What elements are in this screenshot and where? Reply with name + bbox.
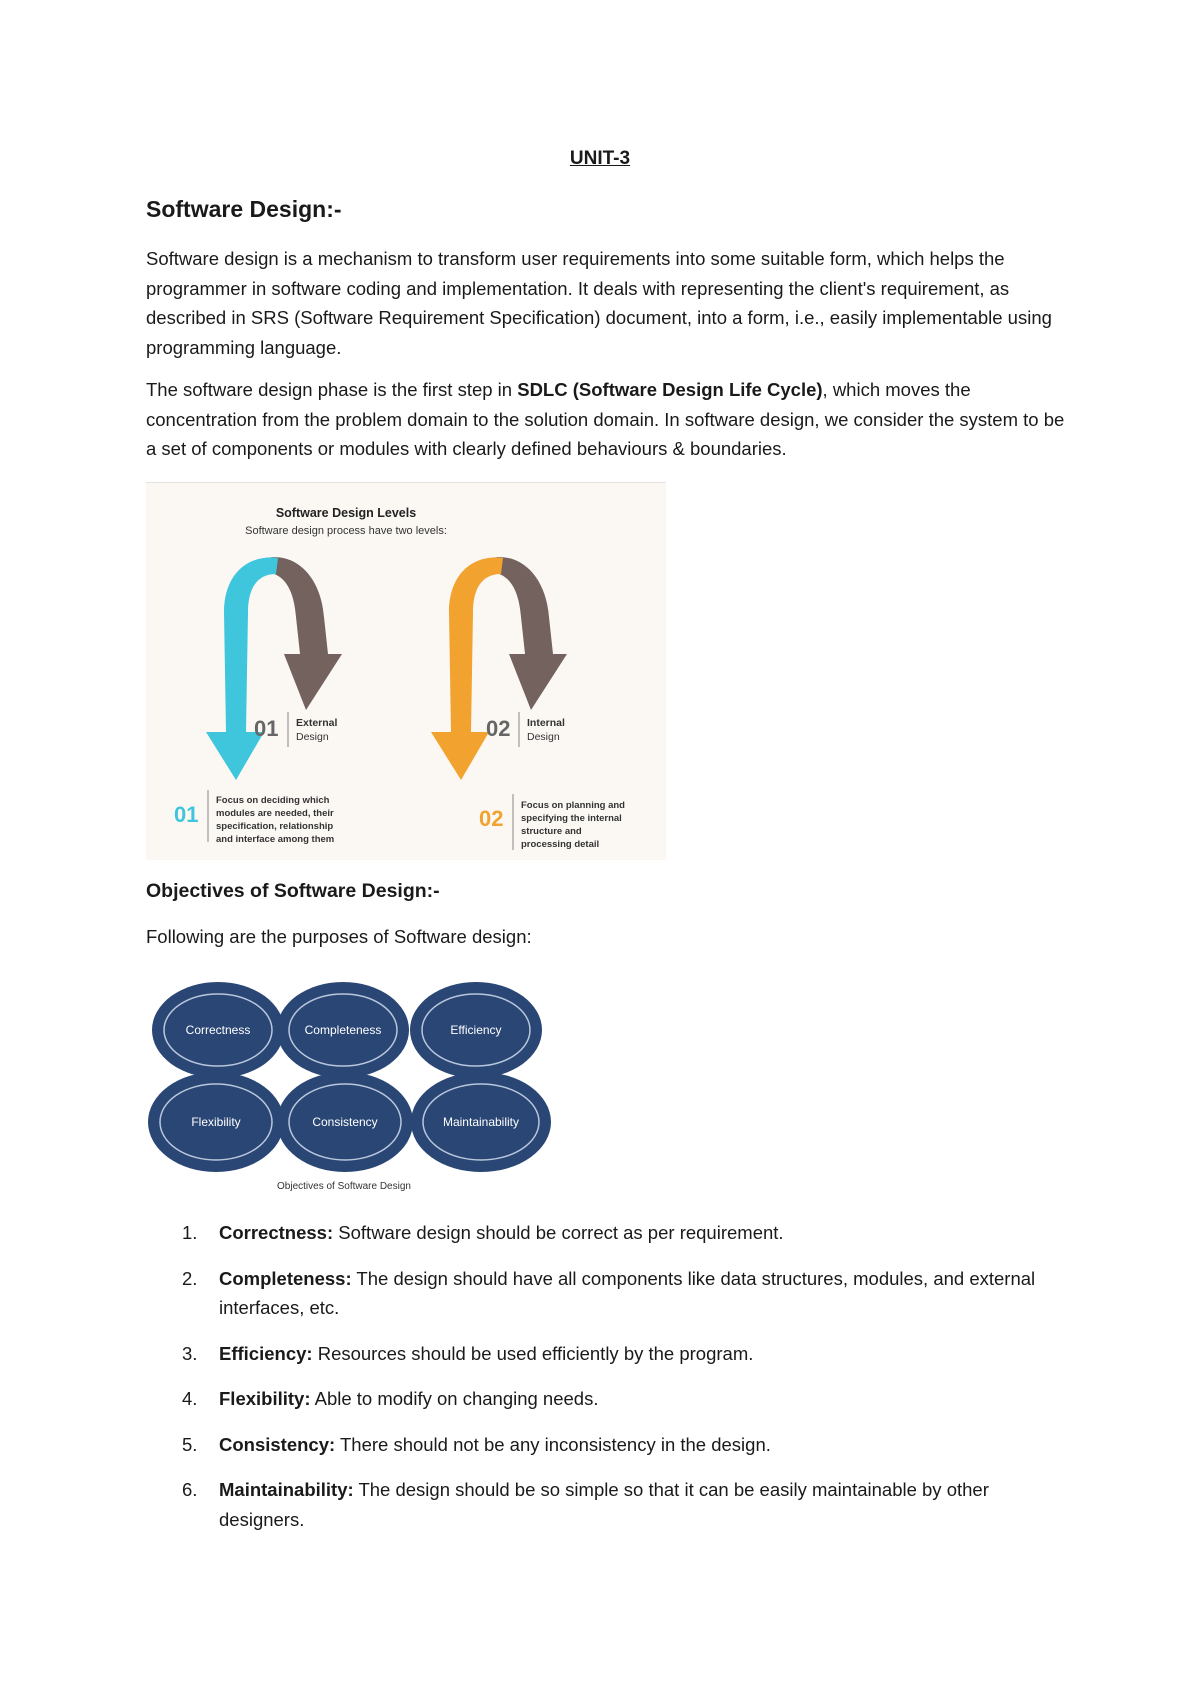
oval-label-consistency: Consistency bbox=[312, 1115, 378, 1129]
level2-desc-line-1: Focus on planning and bbox=[521, 800, 625, 811]
objective-item bbox=[146, 1384, 1066, 1414]
oval-maintainability bbox=[411, 1072, 551, 1172]
objectives-list bbox=[146, 1218, 1066, 1550]
figure-title: Software Design Levels bbox=[275, 506, 417, 520]
level1-desc-line-1: Focus on deciding which bbox=[216, 795, 330, 806]
objective-item bbox=[146, 1430, 1066, 1460]
objective-term: Maintainability: bbox=[219, 1479, 354, 1500]
unit-title: UNIT-3 bbox=[569, 148, 631, 169]
objective-text: The design should be so simple so that it can be easily maintainable by other designers. bbox=[219, 1479, 989, 1530]
oval-label-flexibility: Flexibility bbox=[191, 1115, 241, 1129]
paragraph-sdlc bbox=[146, 375, 1076, 464]
level2-desc-number: 02 bbox=[479, 806, 504, 831]
level2-desc-line-4: processing detail bbox=[521, 839, 600, 850]
external-design-brown-arrow bbox=[266, 557, 342, 710]
paragraph-definition: Software design is a mechanism to transform user requirements into some suitable form, which helps the programmer in software coding and implementation. It deals with representing the client's requirement, as described in SRS (Software Requirement Specification) document, into a form, i.e., easily implementable using programming language. bbox=[146, 248, 1052, 358]
oval-label-correctness: Correctness bbox=[185, 1023, 251, 1037]
internal-design-label-2: Design bbox=[527, 731, 560, 743]
objective-item bbox=[146, 1218, 1066, 1248]
external-design-number: 01 bbox=[254, 716, 279, 741]
oval-label-maintainability: Maintainability bbox=[442, 1115, 520, 1129]
internal-design-brown-arrow bbox=[491, 557, 567, 710]
objective-term: Flexibility: bbox=[219, 1388, 311, 1409]
level1-desc-line-4: and interface among them bbox=[216, 834, 335, 845]
objective-text: There should not be any inconsistency in the design. bbox=[335, 1433, 771, 1455]
paragraph-sdlc-text-2: , which moves the concentration from the problem domain to the solution domain. In software design, we consider the system to be a set of components or modules with clearly defined behaviours & boundaries. bbox=[146, 379, 1065, 459]
objective-number: 4. bbox=[182, 1388, 198, 1409]
objective-text: The design should have all components like data structures, modules, and external interfaces, etc. bbox=[219, 1267, 1036, 1318]
objective-text: Able to modify on changing needs. bbox=[310, 1388, 599, 1409]
oval-efficiency bbox=[410, 982, 542, 1078]
objectives-figure-caption: Objectives of Software Design bbox=[277, 1181, 411, 1192]
objective-item bbox=[146, 1264, 1066, 1323]
internal-design-label-1: Internal bbox=[527, 717, 565, 729]
level2-desc-line-3: structure and bbox=[521, 826, 582, 837]
oval-consistency bbox=[277, 1072, 413, 1172]
objective-term: Efficiency: bbox=[219, 1342, 313, 1364]
section-heading-objectives: Objectives of Software Design:- bbox=[146, 880, 440, 902]
oval-label-efficiency: Efficiency bbox=[450, 1023, 502, 1037]
objective-number: 3. bbox=[182, 1342, 198, 1364]
objective-number: 1. bbox=[182, 1222, 198, 1243]
internal-design-orange-arrow bbox=[431, 558, 503, 780]
objective-item bbox=[146, 1475, 1066, 1534]
internal-design-number: 02 bbox=[486, 716, 511, 741]
level1-desc-line-3: specification, relationship bbox=[216, 821, 334, 832]
objective-term: Completeness: bbox=[219, 1267, 352, 1289]
level1-desc-number: 01 bbox=[174, 802, 199, 827]
oval-flexibility bbox=[148, 1072, 284, 1172]
design-levels-diagram bbox=[146, 482, 666, 860]
oval-correctness bbox=[152, 982, 284, 1078]
oval-label-completeness: Completeness bbox=[304, 1023, 382, 1037]
objectives-diagram bbox=[146, 976, 566, 1196]
objective-item bbox=[146, 1339, 1066, 1369]
software-design-levels-figure bbox=[146, 482, 666, 860]
paragraph-sdlc-text-1: The software design phase is the first step in bbox=[146, 379, 518, 400]
oval-completeness bbox=[277, 982, 409, 1078]
objectives-figure bbox=[146, 976, 566, 1196]
objective-term: Correctness: bbox=[219, 1222, 334, 1243]
sdlc-term: SDLC (Software Design Life Cycle) bbox=[517, 379, 823, 400]
objective-text: Resources should be used efficiently by the program. bbox=[312, 1342, 754, 1364]
figure-subtitle: Software design process have two levels: bbox=[245, 525, 447, 537]
objective-number: 2. bbox=[182, 1267, 198, 1289]
section-heading-software-design: Software Design:- bbox=[146, 196, 342, 222]
objectives-intro: Following are the purposes of Software design: bbox=[146, 926, 532, 947]
level2-desc-line-2: specifying the internal bbox=[521, 813, 622, 824]
level1-desc-line-2: modules are needed, their bbox=[216, 808, 334, 819]
objective-text: Software design should be correct as per requirement. bbox=[333, 1222, 784, 1243]
objective-number: 6. bbox=[182, 1479, 198, 1500]
external-design-label-2: Design bbox=[296, 731, 329, 743]
objective-term: Consistency: bbox=[219, 1433, 336, 1455]
external-design-teal-arrow bbox=[206, 558, 278, 780]
objective-number: 5. bbox=[182, 1433, 198, 1455]
external-design-label-1: External bbox=[296, 717, 338, 729]
